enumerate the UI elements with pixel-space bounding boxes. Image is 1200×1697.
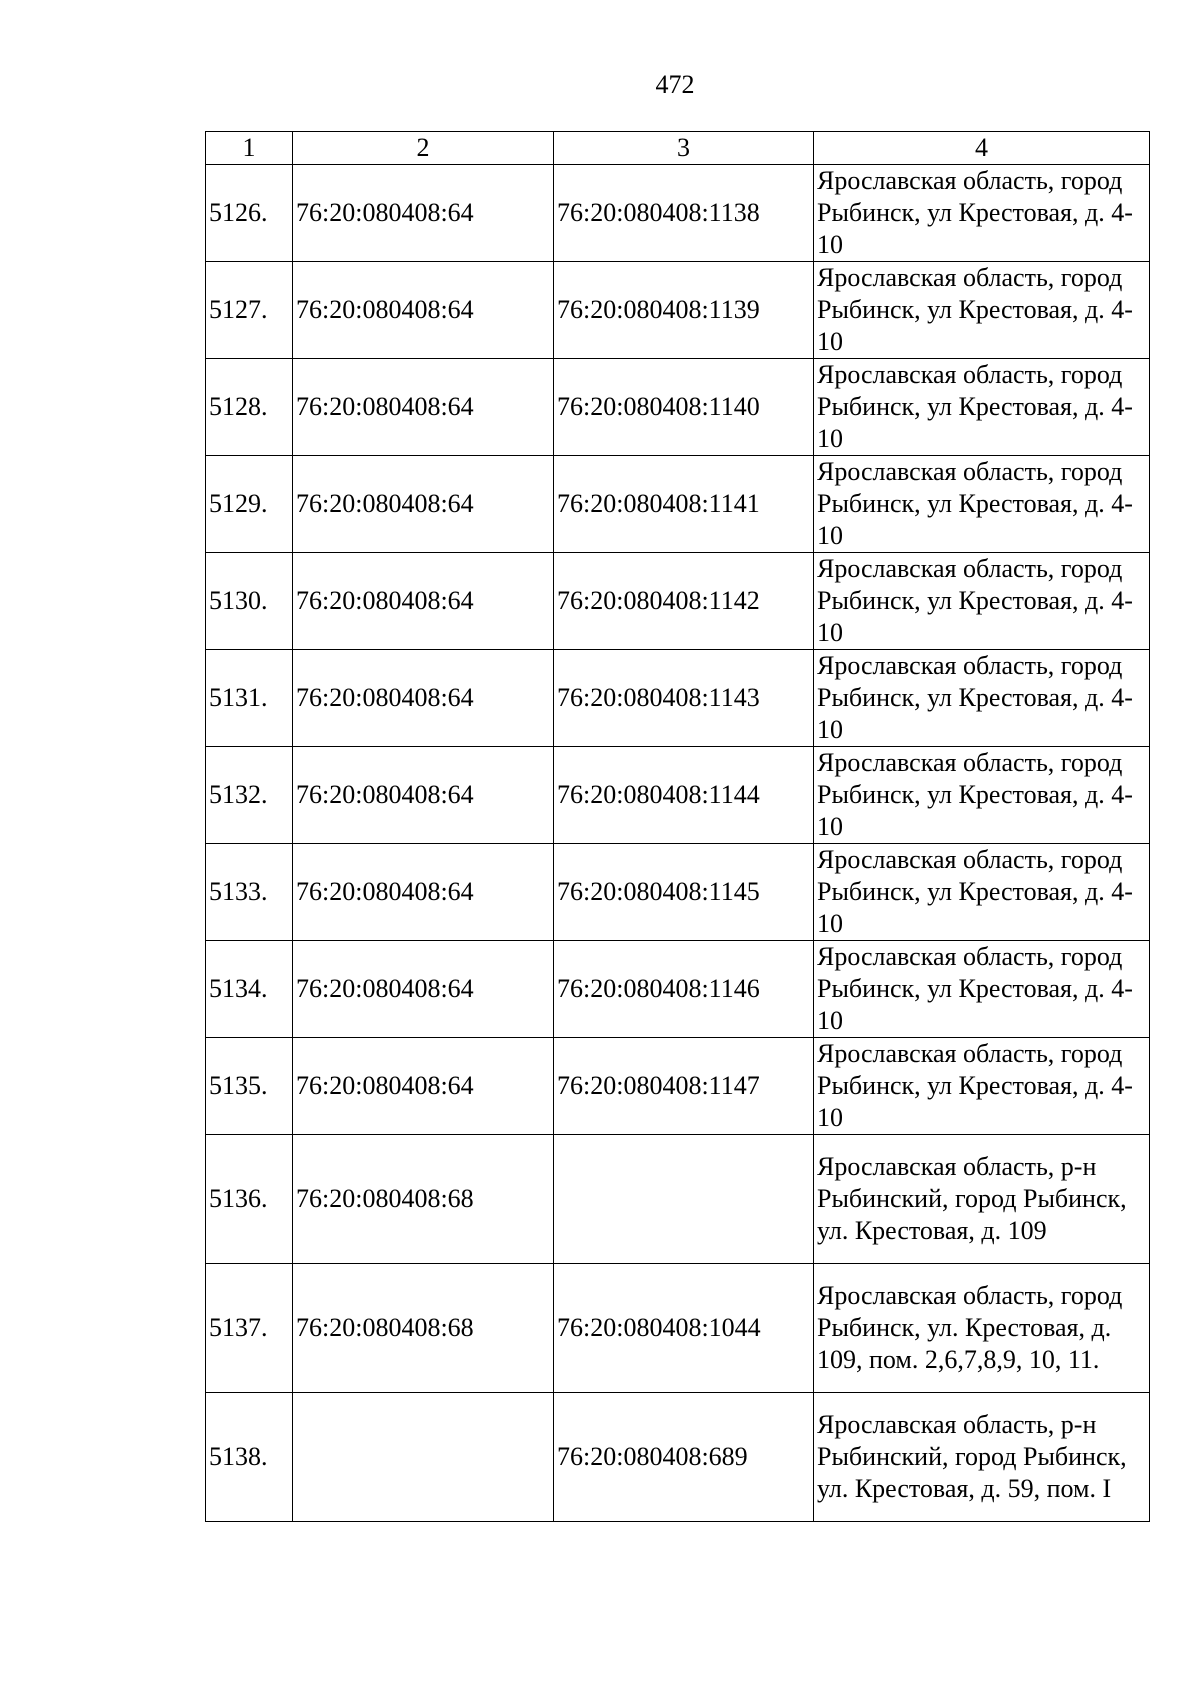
row-number: 5136.: [206, 1135, 293, 1264]
header-col-1: 1: [206, 132, 293, 165]
object-number: 76:20:080408:1145: [554, 844, 814, 941]
table-row: [206, 165, 1150, 262]
address: Ярославская область, город Рыбинск, ул Крестовая, д. 4-10: [814, 553, 1150, 650]
row-number: 5126.: [206, 165, 293, 262]
address: Ярославская область, город Рыбинск, ул Крестовая, д. 4-10: [814, 747, 1150, 844]
row-number: 5130.: [206, 553, 293, 650]
header-col-2: 2: [293, 132, 554, 165]
address: Ярославская область, город Рыбинск, ул Крестовая, д. 4-10: [814, 1038, 1150, 1135]
parcel-number: 76:20:080408:64: [293, 262, 554, 359]
row-number: 5134.: [206, 941, 293, 1038]
page-number: 472: [655, 70, 695, 99]
row-number: 5138.: [206, 1393, 293, 1522]
object-number: 76:20:080408:1140: [554, 359, 814, 456]
parcel-number: 76:20:080408:64: [293, 553, 554, 650]
cadastral-table: [205, 131, 1150, 1522]
header-col-4: 4: [814, 132, 1150, 165]
address: Ярославская область, город Рыбинск, ул Крестовая, д. 4-10: [814, 359, 1150, 456]
address: Ярославская область, город Рыбинск, ул Крестовая, д. 4-10: [814, 844, 1150, 941]
parcel-number: 76:20:080408:64: [293, 456, 554, 553]
row-number: 5133.: [206, 844, 293, 941]
row-number: 5128.: [206, 359, 293, 456]
table-row: [206, 1038, 1150, 1135]
address: Ярославская область, р-н Рыбинский, город Рыбинск, ул. Крестовая, д. 59, пом. I: [814, 1393, 1150, 1522]
table-row: [206, 1264, 1150, 1393]
address: Ярославская область, город Рыбинск, ул Крестовая, д. 4-10: [814, 456, 1150, 553]
header-col-3: 3: [554, 132, 814, 165]
object-number: 76:20:080408:1141: [554, 456, 814, 553]
row-number: 5127.: [206, 262, 293, 359]
parcel-number: 76:20:080408:68: [293, 1264, 554, 1393]
object-number: 76:20:080408:1138: [554, 165, 814, 262]
row-number: 5131.: [206, 650, 293, 747]
address: Ярославская область, город Рыбинск, ул Крестовая, д. 4-10: [814, 941, 1150, 1038]
table-row: [206, 553, 1150, 650]
table-row: [206, 359, 1150, 456]
parcel-number: 76:20:080408:64: [293, 1038, 554, 1135]
address: Ярославская область, город Рыбинск, ул Крестовая, д. 4-10: [814, 262, 1150, 359]
table-row: [206, 650, 1150, 747]
object-number: 76:20:080408:1142: [554, 553, 814, 650]
table-row: [206, 262, 1150, 359]
parcel-number: 76:20:080408:64: [293, 359, 554, 456]
table-row: [206, 941, 1150, 1038]
object-number: 76:20:080408:1144: [554, 747, 814, 844]
parcel-number: 76:20:080408:68: [293, 1135, 554, 1264]
row-number: 5135.: [206, 1038, 293, 1135]
object-number: 76:20:080408:689: [554, 1393, 814, 1522]
object-number: 76:20:080408:1143: [554, 650, 814, 747]
row-number: 5137.: [206, 1264, 293, 1393]
parcel-number: 76:20:080408:64: [293, 941, 554, 1038]
parcel-number: 76:20:080408:64: [293, 650, 554, 747]
address: Ярославская область, город Рыбинск, ул. Крестовая, д. 109, пом. 2,6,7,8,9, 10, 11.: [814, 1264, 1150, 1393]
table-header-row: [206, 132, 1150, 165]
address: Ярославская область, город Рыбинск, ул Крестовая, д. 4-10: [814, 165, 1150, 262]
table-row: [206, 747, 1150, 844]
table-row: [206, 844, 1150, 941]
parcel-number: [293, 1393, 554, 1522]
parcel-number: 76:20:080408:64: [293, 747, 554, 844]
address: Ярославская область, р-н Рыбинский, город Рыбинск, ул. Крестовая, д. 109: [814, 1135, 1150, 1264]
parcel-number: 76:20:080408:64: [293, 165, 554, 262]
row-number: 5129.: [206, 456, 293, 553]
row-number: 5132.: [206, 747, 293, 844]
parcel-number: 76:20:080408:64: [293, 844, 554, 941]
object-number: [554, 1135, 814, 1264]
table-row: [206, 1135, 1150, 1264]
object-number: 76:20:080408:1139: [554, 262, 814, 359]
address: Ярославская область, город Рыбинск, ул Крестовая, д. 4-10: [814, 650, 1150, 747]
object-number: 76:20:080408:1044: [554, 1264, 814, 1393]
object-number: 76:20:080408:1146: [554, 941, 814, 1038]
object-number: 76:20:080408:1147: [554, 1038, 814, 1135]
table-row: [206, 456, 1150, 553]
table-row: [206, 1393, 1150, 1522]
